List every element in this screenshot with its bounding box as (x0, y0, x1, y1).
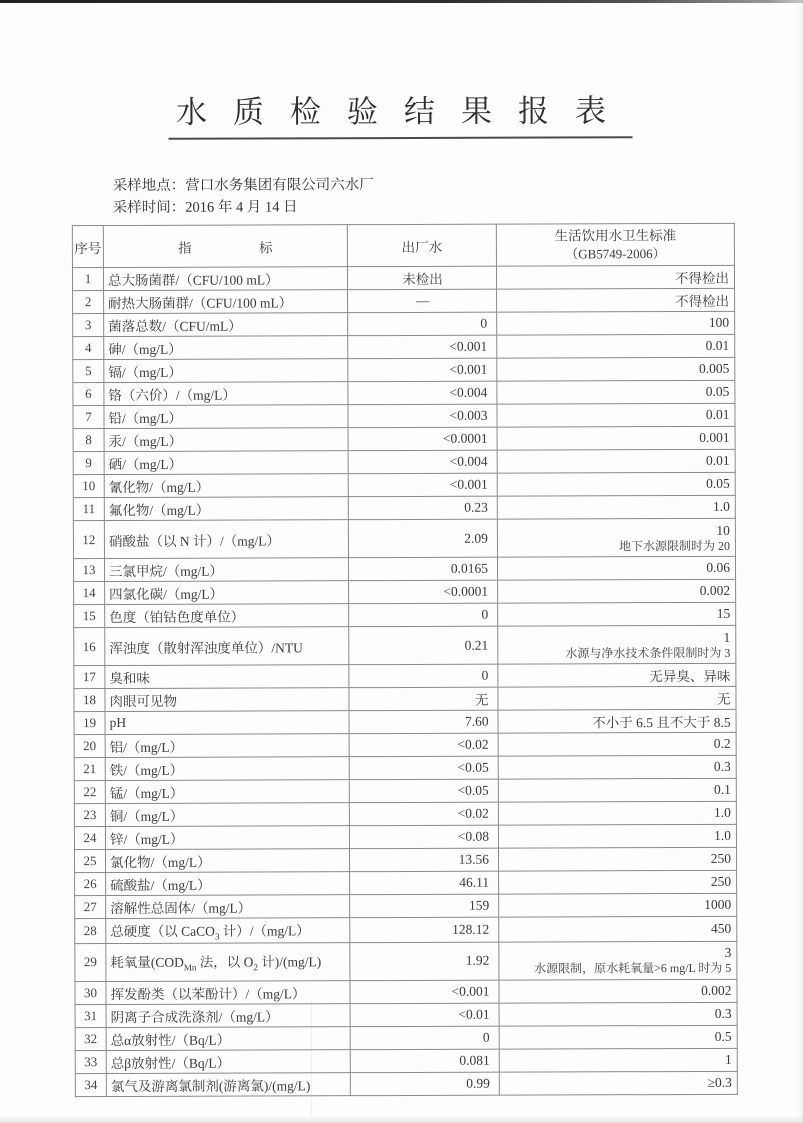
table-row (73, 311, 735, 336)
table-row (73, 426, 735, 451)
effluent-value: <0.0001 (348, 427, 497, 451)
indicator-name: 氰化物/（mg/L） (104, 474, 348, 498)
standard-limit-value: 0.2 (713, 735, 731, 751)
standard-limit (499, 1048, 737, 1072)
row-number: 21 (74, 758, 105, 781)
row-number: 4 (73, 337, 104, 360)
standard-limit-value: 0.001 (699, 429, 730, 445)
table-row (74, 824, 736, 849)
table-row (72, 265, 734, 290)
header-no: 序号 (72, 226, 103, 268)
effluent-value: 13.56 (350, 848, 499, 872)
table-row (75, 870, 737, 895)
standard-limit-value: 10 (716, 522, 730, 538)
standard-limit-value: 不得检出 (675, 293, 730, 310)
table-row (75, 916, 737, 943)
standard-limit-value: 0.002 (699, 582, 731, 598)
effluent-value: <0.001 (348, 358, 497, 382)
indicator-name: 砷/（mg/L） (104, 336, 348, 360)
header-effluent: 出厂水 (347, 224, 496, 267)
indicator-name: 镉/（mg/L） (104, 359, 348, 383)
row-number: 6 (73, 383, 104, 406)
indicator-name: 铬（六价）/（mg/L） (104, 382, 348, 406)
standard-limit-value: 100 (708, 314, 730, 330)
effluent-value: <0.001 (348, 335, 497, 359)
row-number: 23 (74, 804, 105, 827)
scan-bottom-edge-artifact (0, 1115, 803, 1123)
standard-limit (499, 847, 737, 871)
table-row (74, 579, 736, 604)
standard-limit (498, 801, 736, 825)
standard-limit-note: 地下水源限制时为 20 (618, 538, 730, 553)
table-row (73, 556, 735, 581)
row-number: 5 (73, 360, 104, 383)
indicator-name: 耐热大肠菌群/（CFU/100 mL） (104, 290, 348, 314)
standard-limit (499, 870, 737, 894)
standard-limit (497, 403, 735, 427)
row-number: 24 (74, 827, 105, 850)
standard-limit (498, 579, 736, 603)
standard-limit (497, 556, 735, 580)
standard-limit-value: 0.05 (706, 475, 730, 491)
standard-limit-value: 0.05 (705, 383, 730, 399)
row-number: 17 (74, 666, 105, 689)
indicator-name: 铝/（mg/L） (105, 734, 349, 758)
standard-limit (497, 311, 735, 335)
standard-limit (497, 449, 735, 473)
standard-limit-value: 0.01 (705, 406, 730, 422)
effluent-value: 0 (348, 312, 497, 336)
sampling-location-label: 采样地点： (112, 177, 186, 195)
row-number: 18 (74, 689, 105, 712)
row-number: 14 (74, 582, 105, 605)
table-row (75, 941, 737, 981)
standard-limit (497, 495, 735, 519)
standard-limit (496, 265, 734, 289)
indicator-name: 铁/（mg/L） (105, 757, 349, 781)
effluent-value: 0.0165 (348, 557, 497, 581)
table-header-row (72, 223, 734, 267)
standard-limit-value: ≥0.3 (707, 1074, 732, 1090)
effluent-value: — (348, 289, 497, 313)
standard-limit-value: 0.1 (713, 781, 731, 797)
standard-limit-value: 250 (710, 850, 732, 866)
standard-limit-value: 不得检出 (674, 270, 730, 287)
standard-limit (497, 380, 735, 404)
standard-limit-value: 15 (716, 605, 731, 621)
standard-limit-value: 0.5 (714, 1028, 732, 1044)
row-number: 20 (74, 735, 105, 758)
indicator-name: 总硬度（以 CaCO$_3$ 计）/（mg/L） (106, 918, 350, 944)
table-row (74, 663, 736, 688)
standard-limit-value: 0.01 (705, 337, 730, 353)
standard-limit-value: 0.005 (698, 360, 730, 376)
row-number: 28 (75, 919, 106, 944)
row-number: 2 (73, 291, 104, 314)
sampling-location-line (113, 174, 802, 198)
row-number: 25 (75, 850, 106, 873)
indicator-name: 四氯化碳/（mg/L） (105, 581, 349, 605)
row-number: 27 (75, 896, 106, 919)
row-number: 15 (74, 605, 105, 628)
row-number: 12 (73, 521, 104, 559)
row-number: 33 (75, 1050, 106, 1073)
standard-limit (498, 778, 736, 802)
indicator-name: 阴离子合成洗涤剂/（mg/L） (106, 1003, 350, 1027)
row-number: 11 (73, 498, 104, 521)
standard-limit (497, 472, 735, 496)
standard-limit (498, 663, 736, 687)
effluent-value: <0.05 (349, 779, 498, 803)
standard-limit-note: 水源与净水技术条件限制时为 3 (565, 645, 731, 660)
standard-limit-value: 1.0 (714, 827, 731, 843)
indicator-name: 硝酸盐（以 N 计）/（mg/L） (104, 520, 348, 559)
table-row (74, 709, 736, 734)
standard-limit-value: 3 (724, 945, 732, 961)
standard-limit (498, 732, 736, 756)
effluent-value: <0.004 (348, 381, 497, 405)
page-title: 水质检验结果报表 (168, 85, 632, 140)
indicator-name: 氯气及游离氯制剂(游离氯)/(mg/L) (106, 1072, 350, 1096)
row-number: 31 (75, 1004, 106, 1027)
effluent-value: <0.001 (348, 473, 497, 497)
effluent-value: 0 (350, 1026, 499, 1050)
table-row (73, 495, 735, 520)
effluent-value: 0 (349, 664, 498, 688)
effluent-value: 0.21 (349, 626, 498, 665)
table-row (74, 686, 736, 711)
table-row (75, 979, 737, 1004)
standard-limit (498, 709, 736, 733)
indicator-name: 总β放射性/（Bq/L） (106, 1049, 350, 1073)
standard-limit-note: 水源限制，原水耗氧量>6 mg/L 时为 5 (534, 961, 732, 976)
indicator-name: 总大肠菌群/（CFU/100 mL） (103, 267, 347, 291)
effluent-value: 7.60 (349, 710, 498, 734)
table-row (73, 288, 735, 313)
row-number: 29 (75, 943, 106, 981)
header-standard-line2: （GB5749-2006） (565, 246, 666, 262)
standard-limit (499, 1025, 737, 1049)
sampling-time-label: 采样时间： (112, 199, 186, 216)
scan-right-edge-artifact (798, 0, 803, 1123)
standard-limit (499, 1071, 737, 1095)
standard-limit-value: 450 (711, 920, 732, 936)
row-number: 34 (75, 1073, 106, 1096)
indicator-name: 耗氧量($COD_{Mn}$ 法，以 $O_2$ 计)/(mg/L) (106, 942, 350, 981)
effluent-value: 0.23 (348, 496, 497, 520)
effluent-value: 159 (350, 894, 499, 918)
indicator-name: 三氯甲烷/（mg/L） (104, 558, 348, 582)
effluent-value: <0.08 (349, 825, 498, 849)
row-number: 9 (73, 452, 104, 475)
effluent-value: <0.0001 (349, 580, 498, 604)
standard-limit-value: 0.002 (701, 982, 732, 998)
table-row (73, 380, 735, 405)
standard-limit (499, 916, 737, 942)
row-number: 7 (73, 406, 104, 429)
effluent-value: <0.003 (348, 404, 497, 428)
standard-limit-value: 0.3 (713, 758, 731, 774)
effluent-value: <0.001 (350, 980, 499, 1004)
header-standard (496, 223, 734, 266)
standard-limit-value: 1 (724, 1051, 732, 1067)
indicator-name: pH (105, 711, 349, 735)
standard-limit (497, 426, 735, 450)
table-row (75, 893, 737, 918)
effluent-value: 1.92 (350, 942, 499, 981)
effluent-value: 0.99 (350, 1072, 499, 1096)
standard-limit-value: 0.06 (706, 559, 731, 575)
table-row (75, 847, 737, 872)
indicator-name: 铜/（mg/L） (105, 803, 349, 827)
standard-limit (499, 1002, 737, 1026)
sampling-location-value: 营口水务集团有限公司六水厂 (185, 177, 374, 194)
standard-limit-value: 1000 (704, 896, 732, 912)
sampling-time-line (113, 195, 802, 219)
standard-limit-value: 不小于 6.5 且不大于 8.5 (592, 714, 731, 731)
effluent-value: 0 (349, 603, 498, 627)
indicator-name: 溶解性总固体/（mg/L） (106, 895, 350, 919)
standard-limit-value: 无 (716, 691, 731, 707)
standard-limit (497, 334, 735, 358)
table-row (75, 1071, 737, 1096)
indicator-name: 挥发酚类（以苯酚计）/（mg/L） (106, 980, 350, 1004)
scan-crease-artifact (311, 1000, 312, 1115)
effluent-value: 未检出 (347, 266, 496, 290)
standard-limit (498, 625, 736, 664)
table-row (73, 403, 735, 428)
indicator-name: 臭和味 (105, 665, 349, 689)
sampling-info (113, 174, 802, 219)
sampling-time-value: 2016 年 4 月 14 日 (185, 198, 298, 216)
indicator-name: 色度（铂钴色度单位） (105, 604, 349, 628)
effluent-value: <0.02 (349, 733, 498, 757)
effluent-value: 2.09 (348, 519, 497, 558)
effluent-value: 0.081 (350, 1049, 499, 1073)
table-row (74, 755, 736, 780)
indicator-name: 硫酸盐/（mg/L） (106, 872, 350, 896)
table-row (73, 472, 735, 497)
row-number: 22 (74, 781, 105, 804)
standard-limit (498, 686, 736, 710)
indicator-name: 汞/（mg/L） (104, 428, 348, 452)
table-row (73, 334, 735, 359)
standard-limit-value: 无异臭、异味 (649, 668, 731, 685)
row-number: 10 (73, 475, 104, 498)
row-number: 8 (73, 429, 104, 452)
standard-limit (499, 979, 737, 1003)
table-row (73, 449, 735, 474)
indicator-name: 铅/（mg/L） (104, 405, 348, 429)
effluent-value: 无 (349, 687, 498, 711)
standard-limit-value: 1 (723, 629, 731, 645)
standard-limit-value: 0.3 (714, 1005, 732, 1021)
table-row (74, 801, 736, 826)
effluent-value: 46.11 (350, 871, 499, 895)
row-number: 30 (75, 981, 106, 1004)
indicator-name: 锌/（mg/L） (105, 826, 349, 850)
standard-limit-value: 1.0 (712, 498, 730, 514)
effluent-value: <0.01 (350, 1003, 499, 1027)
indicator-name: 总α放射性/（Bq/L） (106, 1026, 350, 1050)
standard-limit (499, 941, 737, 980)
row-number: 16 (74, 628, 105, 666)
row-number: 3 (73, 314, 104, 337)
table-row (74, 625, 736, 665)
row-number: 19 (74, 712, 105, 735)
effluent-value: <0.004 (348, 450, 497, 474)
standard-limit (498, 824, 736, 848)
standard-limit (498, 602, 736, 626)
indicator-name: 硒/（mg/L） (104, 451, 348, 475)
indicator-name: 氟化物/（mg/L） (104, 497, 348, 521)
header-indicator: 指 标 (103, 225, 347, 268)
table-row (74, 602, 736, 627)
header-standard-line1: 生活饮用水卫生标准 (554, 228, 677, 244)
standard-limit (499, 893, 737, 917)
table-row (75, 1025, 737, 1050)
indicator-name: 锰/（mg/L） (105, 780, 349, 804)
indicator-name: 浑浊度（散射浑浊度单位）/NTU (105, 627, 349, 666)
row-number: 26 (75, 873, 106, 896)
table-row (75, 1048, 737, 1073)
standard-limit-value: 1.0 (713, 804, 731, 820)
table-row (75, 1002, 737, 1027)
row-number: 13 (73, 559, 104, 582)
row-number: 32 (75, 1027, 106, 1050)
standard-limit-value: 250 (710, 873, 732, 889)
table-row (73, 518, 735, 558)
effluent-value: 128.12 (350, 917, 499, 942)
standard-limit (497, 357, 735, 381)
indicator-name: 菌落总数/（CFU/mL） (104, 313, 348, 337)
title-wrap (0, 0, 802, 140)
effluent-value: <0.02 (349, 802, 498, 826)
standard-limit-value: 0.01 (705, 452, 730, 468)
results-table (72, 223, 738, 1097)
row-number: 1 (72, 268, 103, 291)
table-row (73, 357, 735, 382)
standard-limit (497, 518, 735, 557)
indicator-name: 肉眼可见物 (105, 688, 349, 712)
table-row (74, 778, 736, 803)
table-row (74, 732, 736, 757)
standard-limit (498, 755, 736, 779)
effluent-value: <0.05 (349, 756, 498, 780)
standard-limit (497, 288, 735, 312)
table-body (72, 265, 737, 1096)
indicator-name: 氯化物/（mg/L） (106, 849, 350, 873)
